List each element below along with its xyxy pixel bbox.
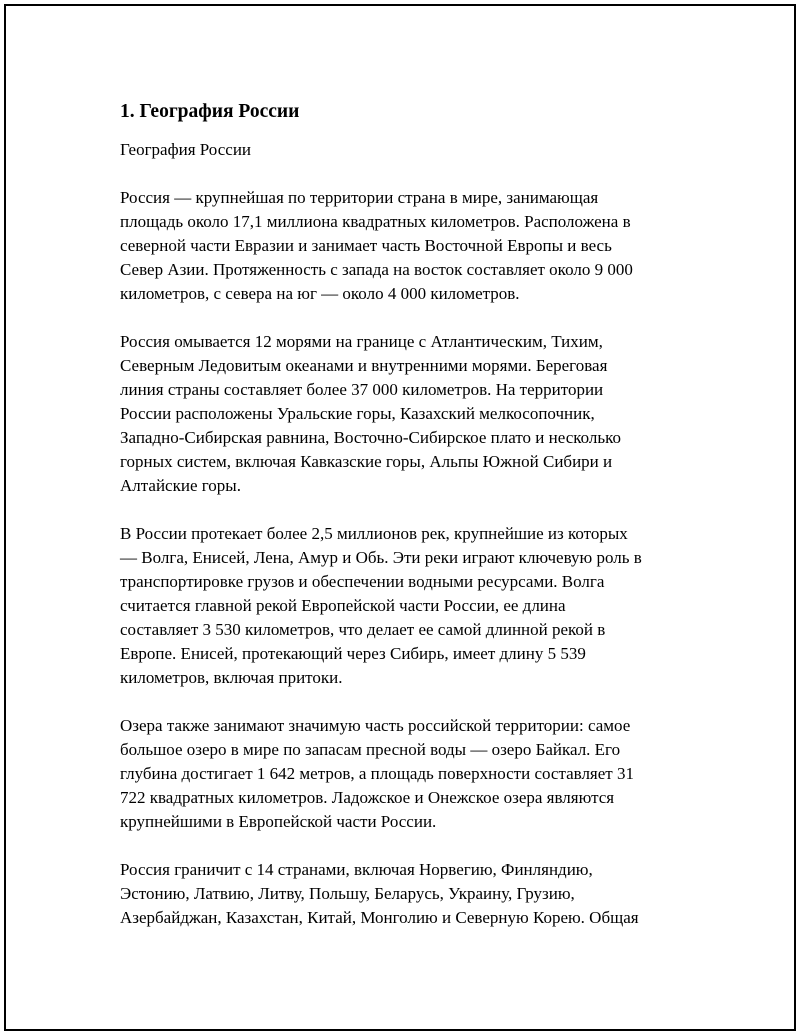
paragraph-line: составляет 3 530 километров, что делает ее самой длинной рекой в: [120, 620, 606, 639]
paragraph-line: Алтайские горы.: [120, 476, 241, 495]
paragraphs-container: [120, 186, 700, 930]
paragraph: [120, 186, 700, 306]
paragraph: [120, 330, 700, 498]
document-heading: 1. География России: [120, 101, 300, 122]
paragraph-line: Россия омывается 12 морями на границе с Атлантическим, Тихим,: [120, 332, 603, 351]
paragraph-line: километров, включая притоки.: [120, 668, 343, 687]
paragraph-line: Север Азии. Протяженность с запада на восток составляет около 9 000: [120, 260, 633, 279]
paragraph-line: северной части Евразии и занимает часть Восточной Европы и весь: [120, 236, 612, 255]
paragraph-line: транспортировке грузов и обеспечении водными ресурсами. Волга: [120, 572, 605, 591]
paragraph-line: — Волга, Енисей, Лена, Амур и Обь. Эти реки играют ключевую роль в: [120, 548, 642, 567]
paragraph-line: линия страны составляет более 37 000 километров. На территории: [120, 380, 604, 399]
document-body: [120, 98, 700, 930]
document-subtitle: География России: [120, 140, 252, 159]
paragraph-line: горных систем, включая Кавказские горы, Альпы Южной Сибири и: [120, 452, 613, 471]
paragraph-line: считается главной рекой Европейской части России, ее длина: [120, 596, 566, 615]
page-frame: [4, 4, 796, 1031]
paragraph: [120, 858, 700, 930]
paragraph-line: Азербайджан, Казахстан, Китай, Монголию и Северную Корею. Общая: [120, 908, 639, 927]
paragraph-line: России расположены Уральские горы, Казахский мелкосопочник,: [120, 404, 595, 423]
paragraph-line: Европе. Енисей, протекающий через Сибирь, имеет длину 5 539: [120, 644, 586, 663]
paragraph-line: Западно-Сибирская равнина, Восточно-Сибирское плато и несколько: [120, 428, 622, 447]
paragraph-line: В России протекает более 2,5 миллионов рек, крупнейшие из которых: [120, 524, 628, 543]
paragraph: [120, 522, 700, 690]
paragraph-line: километров, с севера на юг — около 4 000 километров.: [120, 284, 520, 303]
paragraph-line: Эстонию, Латвию, Литву, Польшу, Беларусь, Украину, Грузию,: [120, 884, 575, 903]
paragraph-line: Россия — крупнейшая по территории страна в мире, занимающая: [120, 188, 599, 207]
paragraph-line: Россия граничит с 14 странами, включая Норвегию, Финляндию,: [120, 860, 593, 879]
paragraph-line: Озера также занимают значимую часть российской территории: самое: [120, 716, 631, 735]
paragraph-line: большое озеро в мире по запасам пресной воды — озеро Байкал. Его: [120, 740, 621, 759]
paragraph-line: 722 квадратных километров. Ладожское и Онежское озера являются: [120, 788, 615, 807]
paragraph: [120, 714, 700, 834]
paragraph-line: глубина достигает 1 642 метров, а площадь поверхности составляет 31: [120, 764, 634, 783]
paragraph-line: Северным Ледовитым океанами и внутренними морями. Береговая: [120, 356, 608, 375]
paragraph-line: крупнейшими в Европейской части России.: [120, 812, 437, 831]
paragraph-line: площадь около 17,1 миллиона квадратных километров. Расположена в: [120, 212, 631, 231]
